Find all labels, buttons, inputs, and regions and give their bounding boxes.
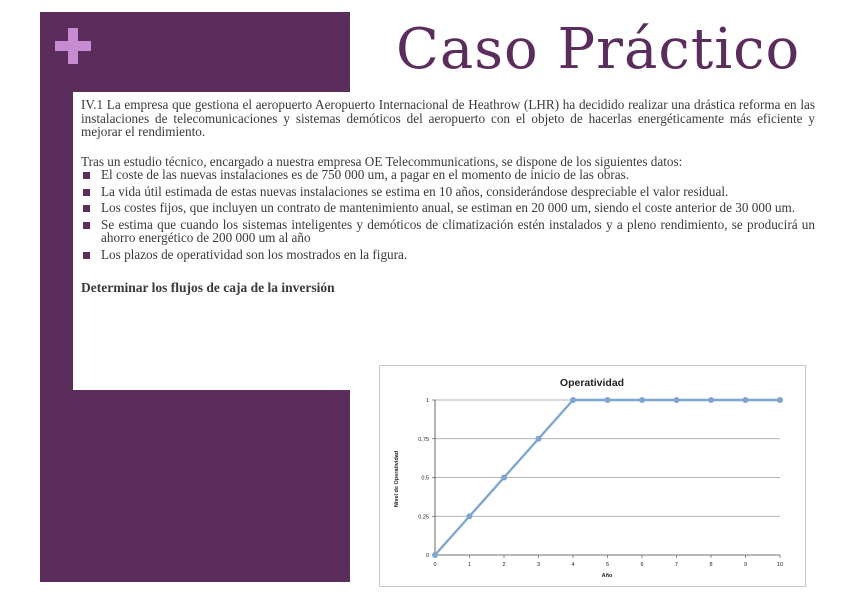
data-point — [501, 475, 507, 481]
data-point — [743, 397, 749, 403]
operatividad-chart — [379, 365, 806, 587]
y-axis-label: Nivel de Operatividad — [394, 450, 400, 508]
intro-paragraph: IV.1 La empresa que gestiona el aeropuerto Aeropuerto Internacional de Heathrow (LHR) ha decidido realizar una drástica reforma en las instalaciones de telecomunicaciones y sistemas demóticos del aeropuerto con el objeto de hacerlas energéticamente más eficiente y mejorar el rendimiento. — [81, 97, 815, 139]
y-tick-label: 1 — [425, 398, 429, 404]
y-tick-label: 0 — [425, 553, 429, 559]
content-box — [73, 92, 823, 390]
x-tick-label: 10 — [776, 562, 784, 568]
data-point — [432, 552, 438, 558]
list-item: El coste de las nuevas instalaciones es de 750 000 um, a pagar en el momento de inicio de las obras. — [81, 168, 815, 182]
tick-labels — [418, 398, 783, 568]
axes — [432, 400, 780, 558]
list-item: Los costes fijos, que incluyen un contrato de mantenimiento anual, se estiman en 20 000 um, siendo el coste anterior de 30 000 um. — [81, 201, 815, 215]
study-paragraph: Tras un estudio técnico, encargado a nuestra empresa OE Telecommunications, se dispone de los siguientes datos: — [81, 153, 683, 169]
list-item: Los plazos de operatividad son los mostrados en la figura. — [81, 248, 815, 262]
data-point — [674, 397, 680, 403]
grid-lines — [435, 400, 780, 516]
data-list — [81, 168, 815, 261]
data-point — [777, 397, 783, 403]
chart-svg — [380, 366, 805, 586]
data-point — [605, 397, 611, 403]
y-tick-label: 0,5 — [421, 475, 429, 482]
square-bullet-icon — [83, 222, 90, 229]
y-tick-label: 0,25 — [418, 514, 429, 521]
x-tick-label: 9 — [743, 562, 748, 568]
x-tick-label: 7 — [674, 562, 679, 568]
x-tick-label: 1 — [467, 562, 472, 568]
data-point — [708, 397, 714, 403]
task-heading: Determinar los flujos de caja de la inversión — [81, 280, 335, 295]
list-item: La vida útil estimada de estas nuevas instalaciones se estima en 10 años, considerándose despreciable el valor residual. — [81, 185, 815, 199]
x-tick-label: 0 — [433, 562, 437, 568]
x-tick-label: 5 — [605, 562, 610, 568]
data-point — [467, 513, 473, 519]
plus-icon — [55, 28, 91, 64]
slide-title: Caso Práctico — [396, 17, 801, 82]
data-point — [536, 436, 542, 442]
x-tick-label: 3 — [536, 562, 541, 568]
x-tick-label: 4 — [571, 562, 575, 568]
x-axis-label: Año — [601, 573, 613, 579]
square-bullet-icon — [83, 252, 90, 259]
x-tick-label: 2 — [502, 562, 506, 568]
x-tick-label: 8 — [709, 562, 713, 568]
data-point — [639, 397, 645, 403]
square-bullet-icon — [83, 205, 90, 212]
data-point — [570, 397, 576, 403]
y-tick-label: 0,75 — [418, 436, 429, 443]
square-bullet-icon — [83, 172, 90, 179]
x-tick-label: 6 — [640, 562, 644, 568]
list-item: Se estima que cuando los sistemas inteligentes y demóticos de climatización estén instalados y a pleno rendimiento, se producirá un ahorro energético de 200 000 um al año — [81, 218, 815, 245]
square-bullet-icon — [83, 189, 90, 196]
chart-title: Operatividad — [559, 377, 625, 389]
